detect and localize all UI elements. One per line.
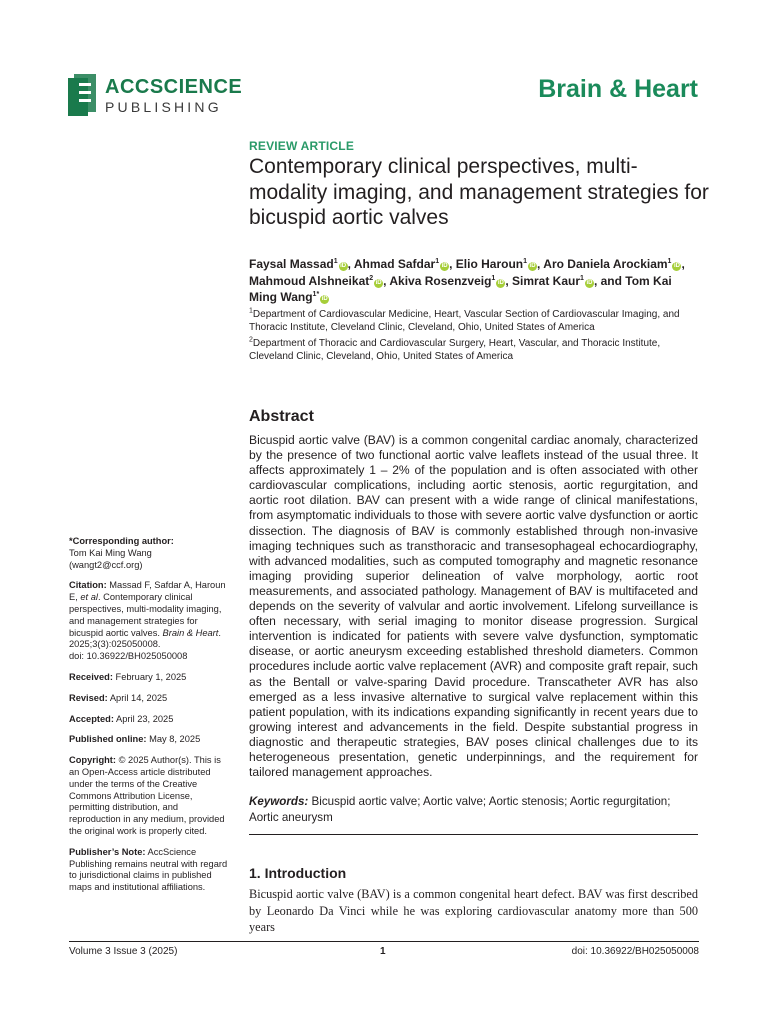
- footer-doi[interactable]: doi: 10.36922/BH025050008: [571, 946, 699, 957]
- introduction-heading: 1. Introduction: [249, 865, 347, 881]
- affiliation-2: $^2$Department of Thoracic and Cardiovascular Surgery, Heart, Vascular, and Thoracic Institute, Cleveland Clinic, Cleveland, Ohio, United States of America: [249, 336, 661, 362]
- orcid-icon[interactable]: iD: [321, 296, 328, 302]
- orcid-icon[interactable]: iD: [441, 263, 448, 269]
- publisher-logo-icon: [68, 74, 98, 116]
- article-title: Contemporary clinical perspectives, multi-modality imaging, and management strategies for bicuspid aortic valves: [249, 155, 709, 229]
- citation: Citation: Massad F, Safdar A, Haroun E, et al. Contemporary clinical perspectives, multi-modality imaging, and management strategies for bicuspid aortic valves. Brain & Heart. 2025;3(3):025050008. doi: 10.36922/BH025050008: [69, 580, 226, 662]
- author[interactable]: Ahmad Safdar: [353, 257, 436, 271]
- author[interactable]: Tom Kai Ming Wang: [249, 273, 672, 304]
- author[interactable]: Faysal Massad: [249, 257, 334, 271]
- article-type: REVIEW ARTICLE: [249, 139, 355, 153]
- corresponding-email[interactable]: (wangt2@ccf.org): [69, 559, 143, 570]
- publisher-subtitle: PUBLISHING: [105, 99, 222, 115]
- orcid-icon[interactable]: iD: [529, 263, 536, 269]
- orcid-icon[interactable]: iD: [586, 279, 593, 286]
- author-list: Faysal Massad$^1$iD , Ahmad Safdar$^1$iD , Elio Haroun$^1$iD , Aro Daniela Arockiam$^1$iD , Mahmoud Alshneikat$^2$iD , Akiva Rosenzveig$^1$iD , Simrat Kaur$^1$iD , and Tom Kai Ming Wang$^{1*}$iD: [249, 257, 685, 304]
- corresponding-author: *Corresponding author: Tom Kai Ming Wang (wangt2@ccf.org): [69, 536, 174, 570]
- author[interactable]: Mahmoud Alshneikat: [249, 273, 370, 288]
- article-info-sidebar: [69, 536, 229, 903]
- keywords-divider: [249, 834, 698, 835]
- footer-divider: [69, 941, 699, 942]
- orcid-icon[interactable]: iD: [673, 263, 680, 269]
- revised-date: Revised: April 14, 2025: [69, 692, 168, 703]
- publisher-name: ACCSCIENCE: [105, 76, 243, 98]
- introduction-text: Bicuspid aortic valve (BAV) is a common congenital heart defect. BAV was first described by Leonardo Da Vinci while he was exploring cardiovascular anatomy more than 500 years: [249, 887, 698, 934]
- page-number: 1: [380, 946, 386, 957]
- footer-volume: Volume 3 Issue 3 (2025): [69, 946, 178, 957]
- orcid-icon[interactable]: iD: [340, 263, 347, 269]
- orcid-icon[interactable]: iD: [497, 279, 504, 286]
- received-date: Received: February 1, 2025: [69, 671, 187, 682]
- citation-doi[interactable]: doi: 10.36922/BH025050008: [69, 651, 188, 662]
- publishers-note: Publisher’s Note: AccScience Publishing remains neutral with regard to jurisdictional claims in published maps and institutional affiliations.: [69, 846, 228, 893]
- accepted-date: Accepted: April 23, 2025: [69, 713, 174, 724]
- keywords: Keywords: Bicuspid aortic valve; Aortic valve; Aortic stenosis; Aortic regurgitation; Aortic aneurysm: [249, 795, 671, 824]
- copyright: Copyright: © 2025 Author(s). This is an Open-Access article distributed under the terms of the Creative Commons Attribution License, permitting distribution, and reproduction in any medium, provided the original work is properly cited.: [69, 755, 225, 836]
- author[interactable]: Simrat Kaur: [512, 273, 581, 288]
- abstract-text: Bicuspid aortic valve (BAV) is a common congenital cardiac anomaly, characterized by the presence of two functional aortic valve leaflets instead of the usual three. It affects approximately 1 – 2% of the population and is often associated with other cardiovascular complications, including aortic stenosis, aortic regurgitation, and aortic root dilation. BAV can present with a wide range of clinical manifestations, from asymptomatic individuals to those with severe aortic valve dysfunction or aortic dissection. The diagnosis of BAV is commonly established through non-invasive imaging techniques such as transthoracic and transesophageal echocardiography, with advanced modalities, such as computed tomography and magnetic resonance imaging providing superior delineation of valve morphology, aortic root measurements, and associated pathology. Management of BAV is multifaceted and depends on the severity of valvular and aortic involvement. Lifelong surveillance is often necessary, with serial imaging to monitor disease progression. Surgical intervention is indicated for patients with severe valve dysfunction, symptomatic disease, or aortic aneurysm exceeding established threshold diameters. Common procedures include aortic valve replacement (AVR) and composite graft repair, such as the Bentall or valve-sparing David procedure. Transcatheter AVR has also emerged as a less invasive alternative to surgical valve replacement within this patient population, with its indications expanding significantly in recent years due to growing interest and advancements in the field. Despite substantial progress in diagnostic and therapeutic strategies, BAV poses clinical challenges due to its heterogeneous presentation, genetic underpinnings, and the requirement for tailored management approaches.: [249, 433, 699, 780]
- affiliation-1: $^1$Department of Cardiovascular Medicine, Heart, Vascular Section of Cardiovascular Imaging, and Thoracic Institute, Cleveland Clinic, Cleveland, Ohio, United States of America: [249, 307, 680, 333]
- author[interactable]: Elio Haroun: [455, 257, 524, 271]
- author[interactable]: Aro Daniela Arockiam: [543, 257, 668, 271]
- author[interactable]: Akiva Rosenzveig: [389, 273, 492, 288]
- journal-title: Brain & Heart: [538, 75, 698, 103]
- abstract-heading: Abstract: [249, 408, 314, 425]
- publisher-logo: [68, 74, 243, 120]
- orcid-icon[interactable]: iD: [375, 279, 382, 286]
- published-date: Published online: May 8, 2025: [69, 734, 201, 745]
